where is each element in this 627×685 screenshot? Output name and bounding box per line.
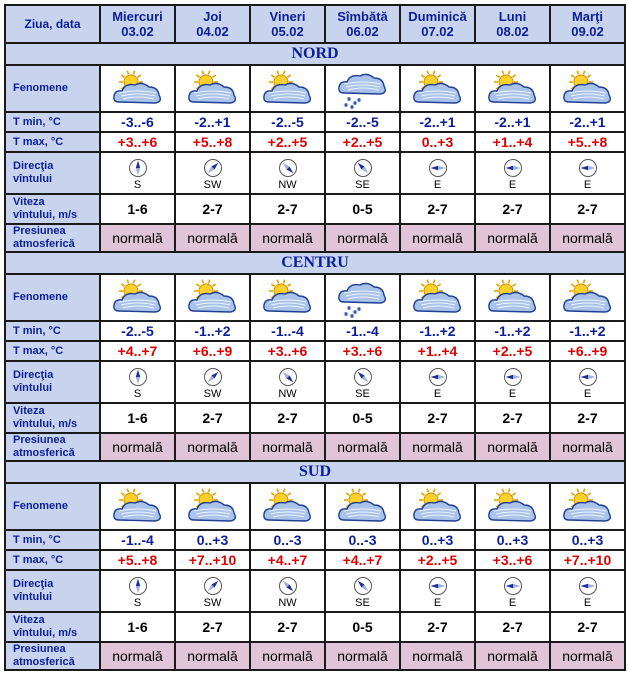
wind-direction-icon xyxy=(503,158,523,178)
phenomena-cell xyxy=(326,484,399,529)
row-label xyxy=(6,531,99,549)
row-label-text: T max, °C xyxy=(13,344,64,357)
wind-speed-cell: 2-7 xyxy=(251,404,324,432)
sun-cloud-icon xyxy=(560,69,616,109)
tmax-cell: +3..+6 xyxy=(326,342,399,360)
row-label-text: vîntului xyxy=(13,591,53,603)
row-label xyxy=(6,404,99,432)
row-label xyxy=(6,275,99,320)
pressure-row xyxy=(6,643,624,669)
wind-direction-text: E xyxy=(583,387,592,400)
row-label-text: atmosferică xyxy=(13,656,75,668)
phenomena-cell xyxy=(551,66,624,111)
row-label xyxy=(6,571,99,611)
row-label xyxy=(6,195,99,223)
row-label xyxy=(6,434,99,460)
day-header xyxy=(476,6,549,42)
day-name: Miercuri xyxy=(112,9,163,24)
row-label-text: T min, °C xyxy=(13,115,61,128)
day-header xyxy=(326,6,399,42)
day-date: 03.02 xyxy=(121,24,154,39)
row-label xyxy=(6,225,99,251)
pressure-cell: normală xyxy=(176,434,249,460)
phenomena-cell xyxy=(326,275,399,320)
tmax-cell: +2..+5 xyxy=(476,342,549,360)
wind-direction-icon xyxy=(503,367,523,387)
wind-direction-cell xyxy=(551,571,624,611)
day-header xyxy=(176,6,249,42)
wind-direction-icon xyxy=(578,576,598,596)
wind-direction-cell xyxy=(476,153,549,193)
sun-cloud-icon xyxy=(185,278,241,318)
tmin-cell: -2..+1 xyxy=(176,113,249,131)
day-date: 09.02 xyxy=(571,24,604,39)
wind-speed-cell: 1-6 xyxy=(101,404,174,432)
wind-speed-cell: 2-7 xyxy=(551,195,624,223)
wind-direction-cell xyxy=(101,153,174,193)
tmin-cell: -2..-5 xyxy=(101,322,174,340)
row-label-text: T min, °C xyxy=(13,533,61,546)
pressure-cell: normală xyxy=(251,434,324,460)
row-label-text: Presiunea xyxy=(13,643,66,655)
wind-direction-icon xyxy=(353,576,373,596)
tmin-cell: -2..+1 xyxy=(401,113,474,131)
day-header xyxy=(551,6,624,42)
region-row xyxy=(6,253,624,273)
wind-direction-icon xyxy=(128,367,148,387)
sun-cloud-icon xyxy=(485,487,541,527)
wind-speed-row xyxy=(6,613,624,641)
phenomena-cell xyxy=(476,484,549,529)
wind-direction-cell xyxy=(401,571,474,611)
header-row xyxy=(6,6,624,42)
wind-direction-icon xyxy=(428,576,448,596)
pressure-cell: normală xyxy=(551,225,624,251)
wind-direction-icon xyxy=(428,367,448,387)
sun-cloud-icon xyxy=(110,69,166,109)
tmin-row xyxy=(6,113,624,131)
tmax-cell: +5..+8 xyxy=(101,551,174,569)
wind-direction-text: SW xyxy=(203,387,222,400)
wind-direction-cell xyxy=(551,153,624,193)
pressure-cell: normală xyxy=(251,225,324,251)
day-name: Vineri xyxy=(269,9,306,24)
phenomena-cell xyxy=(401,66,474,111)
wind-direction-text: SE xyxy=(355,387,370,400)
wind-speed-cell: 2-7 xyxy=(551,613,624,641)
sun-cloud-icon xyxy=(185,69,241,109)
day-name: Luni xyxy=(498,9,527,24)
phenomena-cell xyxy=(251,484,324,529)
tmin-cell: -2..-5 xyxy=(326,113,399,131)
wind-direction-icon xyxy=(128,158,148,178)
tmin-cell: -3..-6 xyxy=(101,113,174,131)
phenomena-cell xyxy=(476,275,549,320)
wind-speed-cell: 2-7 xyxy=(176,613,249,641)
wind-direction-cell xyxy=(401,362,474,402)
wind-speed-cell: 2-7 xyxy=(176,404,249,432)
row-label-text: vîntului xyxy=(13,173,53,185)
tmax-row xyxy=(6,551,624,569)
pressure-cell: normală xyxy=(476,643,549,669)
phenomena-row xyxy=(6,66,624,111)
sun-cloud-icon xyxy=(110,278,166,318)
sun-cloud-icon xyxy=(185,487,241,527)
sun-cloud-icon xyxy=(335,487,391,527)
tmin-cell: 0..+3 xyxy=(476,531,549,549)
pressure-cell: normală xyxy=(551,643,624,669)
wind-speed-row xyxy=(6,404,624,432)
row-label-text: atmosferică xyxy=(13,238,75,250)
sun-cloud-icon xyxy=(410,278,466,318)
tmin-cell: 0..+3 xyxy=(551,531,624,549)
wind-direction-text: S xyxy=(133,178,142,191)
wind-direction-icon xyxy=(203,158,223,178)
wind-speed-row xyxy=(6,195,624,223)
wind-direction-row xyxy=(6,362,624,402)
tmin-cell: 0..+3 xyxy=(176,531,249,549)
wind-speed-cell: 2-7 xyxy=(401,404,474,432)
wind-speed-cell: 0-5 xyxy=(326,404,399,432)
sun-cloud-icon xyxy=(485,69,541,109)
row-label xyxy=(6,322,99,340)
tmax-cell: +2..+5 xyxy=(401,551,474,569)
wind-direction-text: E xyxy=(433,178,442,191)
phenomena-row xyxy=(6,484,624,529)
tmax-cell: +4..+7 xyxy=(101,342,174,360)
wind-direction-icon xyxy=(278,367,298,387)
snow-cloud-icon xyxy=(335,278,391,318)
phenomena-cell xyxy=(476,66,549,111)
day-header xyxy=(101,6,174,42)
day-date: 06.02 xyxy=(346,24,379,39)
tmin-cell: 0..+3 xyxy=(401,531,474,549)
row-label-text: Direcţia xyxy=(13,369,54,381)
row-label-text: Viteza xyxy=(13,405,45,417)
wind-direction-text: NW xyxy=(278,596,297,609)
wind-direction-text: S xyxy=(133,387,142,400)
row-label-text: vîntului, m/s xyxy=(13,627,78,639)
pressure-cell: normală xyxy=(326,434,399,460)
phenomena-cell xyxy=(251,275,324,320)
tmax-cell: +6..+9 xyxy=(551,342,624,360)
wind-direction-icon xyxy=(578,158,598,178)
pressure-cell: normală xyxy=(101,643,174,669)
day-date: 04.02 xyxy=(196,24,229,39)
tmin-cell: -1..+2 xyxy=(476,322,549,340)
forecast-container xyxy=(4,4,624,671)
row-label xyxy=(6,362,99,402)
wind-direction-text: E xyxy=(508,178,517,191)
wind-direction-icon xyxy=(503,576,523,596)
tmax-cell: +3..+6 xyxy=(251,342,324,360)
tmax-cell: +2..+5 xyxy=(326,133,399,151)
tmin-row xyxy=(6,531,624,549)
region-title: SUD xyxy=(6,462,624,482)
day-header xyxy=(401,6,474,42)
region-row xyxy=(6,462,624,482)
pressure-cell: normală xyxy=(326,643,399,669)
phenomena-cell xyxy=(176,484,249,529)
tmin-cell: -2..+1 xyxy=(476,113,549,131)
wind-speed-cell: 2-7 xyxy=(476,404,549,432)
wind-direction-text: E xyxy=(508,387,517,400)
wind-direction-cell xyxy=(326,571,399,611)
pressure-cell: normală xyxy=(251,643,324,669)
wind-direction-text: NW xyxy=(278,178,297,191)
row-label xyxy=(6,551,99,569)
wind-speed-cell: 2-7 xyxy=(476,613,549,641)
wind-direction-cell xyxy=(176,571,249,611)
wind-direction-text: E xyxy=(508,596,517,609)
wind-direction-icon xyxy=(278,576,298,596)
wind-speed-cell: 0-5 xyxy=(326,613,399,641)
sun-cloud-icon xyxy=(485,278,541,318)
wind-speed-cell: 2-7 xyxy=(251,195,324,223)
wind-direction-icon xyxy=(353,367,373,387)
wind-direction-text: SW xyxy=(203,178,222,191)
pressure-row xyxy=(6,225,624,251)
wind-direction-icon xyxy=(203,576,223,596)
tmin-cell: -2..+1 xyxy=(551,113,624,131)
row-label-text: T max, °C xyxy=(13,135,64,148)
tmin-cell: -1..+2 xyxy=(176,322,249,340)
wind-direction-cell xyxy=(476,362,549,402)
row-label-text: T max, °C xyxy=(13,553,64,566)
row-label-text: vîntului xyxy=(13,382,53,394)
sun-cloud-icon xyxy=(560,278,616,318)
wind-speed-cell: 2-7 xyxy=(176,195,249,223)
tmin-cell: -1..+2 xyxy=(551,322,624,340)
phenomena-cell xyxy=(251,66,324,111)
tmax-cell: +2..+5 xyxy=(251,133,324,151)
forecast-table-body xyxy=(6,6,624,669)
sun-cloud-icon xyxy=(260,487,316,527)
row-label-text: T min, °C xyxy=(13,324,61,337)
pressure-cell: normală xyxy=(101,434,174,460)
region-title: CENTRU xyxy=(6,253,624,273)
wind-direction-cell xyxy=(251,571,324,611)
tmax-cell: +7..+10 xyxy=(551,551,624,569)
wind-speed-cell: 2-7 xyxy=(476,195,549,223)
phenomena-cell xyxy=(101,484,174,529)
sun-cloud-icon xyxy=(410,487,466,527)
row-label-text: Fenomene xyxy=(13,291,69,303)
phenomena-cell xyxy=(176,275,249,320)
wind-speed-cell: 1-6 xyxy=(101,195,174,223)
tmin-cell: -1..-4 xyxy=(101,531,174,549)
wind-direction-text: SE xyxy=(355,178,370,191)
snow-cloud-icon xyxy=(335,69,391,109)
tmax-cell: +3..+6 xyxy=(476,551,549,569)
pressure-row xyxy=(6,434,624,460)
row-label-text: Presiunea xyxy=(13,225,66,237)
region-title: NORD xyxy=(6,44,624,64)
wind-direction-text: SE xyxy=(355,596,370,609)
wind-direction-cell xyxy=(101,362,174,402)
tmax-cell: +1..+4 xyxy=(401,342,474,360)
wind-direction-cell xyxy=(176,153,249,193)
row-label-text: Presiunea xyxy=(13,434,66,446)
wind-speed-cell: 1-6 xyxy=(101,613,174,641)
row-label xyxy=(6,342,99,360)
phenomena-row xyxy=(6,275,624,320)
tmax-cell: +7..+10 xyxy=(176,551,249,569)
pressure-cell: normală xyxy=(401,643,474,669)
row-label xyxy=(6,643,99,669)
day-name: Sîmbătă xyxy=(337,9,388,24)
wind-direction-cell xyxy=(251,362,324,402)
wind-direction-cell xyxy=(101,571,174,611)
wind-direction-cell xyxy=(476,571,549,611)
phenomena-cell xyxy=(401,275,474,320)
tmax-cell: +4..+7 xyxy=(326,551,399,569)
wind-direction-cell xyxy=(176,362,249,402)
wind-speed-cell: 2-7 xyxy=(251,613,324,641)
day-name: Joi xyxy=(203,9,222,24)
phenomena-cell xyxy=(551,275,624,320)
row-label-text: Viteza xyxy=(13,196,45,208)
row-label-text: Viteza xyxy=(13,614,45,626)
row-label-text: Direcţia xyxy=(13,160,54,172)
tmax-cell: +3..+6 xyxy=(101,133,174,151)
tmin-cell: 0..-3 xyxy=(251,531,324,549)
wind-direction-icon xyxy=(428,158,448,178)
forecast-table xyxy=(4,4,626,671)
tmax-cell: 0..+3 xyxy=(401,133,474,151)
wind-direction-cell xyxy=(326,362,399,402)
pressure-cell: normală xyxy=(401,225,474,251)
wind-direction-text: E xyxy=(433,387,442,400)
row-label-text: atmosferică xyxy=(13,447,75,459)
tmin-cell: -1..-4 xyxy=(326,322,399,340)
wind-direction-cell xyxy=(251,153,324,193)
row-label-text: Direcţia xyxy=(13,578,54,590)
pressure-cell: normală xyxy=(476,225,549,251)
tmin-cell: -2..-5 xyxy=(251,113,324,131)
wind-direction-cell xyxy=(326,153,399,193)
wind-direction-text: S xyxy=(133,596,142,609)
wind-direction-icon xyxy=(278,158,298,178)
row-label xyxy=(6,613,99,641)
pressure-cell: normală xyxy=(326,225,399,251)
row-label-text: vîntului, m/s xyxy=(13,418,78,430)
wind-direction-row xyxy=(6,571,624,611)
day-header xyxy=(251,6,324,42)
wind-speed-cell: 2-7 xyxy=(401,613,474,641)
wind-direction-icon xyxy=(578,367,598,387)
phenomena-cell xyxy=(176,66,249,111)
tmin-row xyxy=(6,322,624,340)
day-name: Duminică xyxy=(408,9,467,24)
wind-speed-cell: 2-7 xyxy=(551,404,624,432)
tmax-row xyxy=(6,342,624,360)
tmin-cell: -1..+2 xyxy=(401,322,474,340)
header-label: Ziua, data xyxy=(6,6,99,42)
wind-speed-cell: 2-7 xyxy=(401,195,474,223)
wind-direction-cell xyxy=(551,362,624,402)
tmax-cell: +4..+7 xyxy=(251,551,324,569)
wind-direction-icon xyxy=(128,576,148,596)
sun-cloud-icon xyxy=(260,278,316,318)
tmax-cell: +1..+4 xyxy=(476,133,549,151)
wind-direction-row xyxy=(6,153,624,193)
phenomena-cell xyxy=(101,66,174,111)
tmax-cell: +6..+9 xyxy=(176,342,249,360)
row-label-text: Fenomene xyxy=(13,82,69,94)
pressure-cell: normală xyxy=(401,434,474,460)
row-label xyxy=(6,484,99,529)
wind-direction-text: NW xyxy=(278,387,297,400)
row-label xyxy=(6,66,99,111)
wind-direction-text: SW xyxy=(203,596,222,609)
wind-direction-cell xyxy=(401,153,474,193)
day-name: Marţi xyxy=(571,9,604,24)
row-label xyxy=(6,153,99,193)
pressure-cell: normală xyxy=(176,225,249,251)
pressure-cell: normală xyxy=(476,434,549,460)
sun-cloud-icon xyxy=(260,69,316,109)
day-date: 07.02 xyxy=(421,24,454,39)
pressure-cell: normală xyxy=(176,643,249,669)
sun-cloud-icon xyxy=(560,487,616,527)
pressure-cell: normală xyxy=(101,225,174,251)
tmin-cell: 0..-3 xyxy=(326,531,399,549)
row-label-text: vîntului, m/s xyxy=(13,209,78,221)
tmin-cell: -1..-4 xyxy=(251,322,324,340)
region-row xyxy=(6,44,624,64)
wind-direction-icon xyxy=(353,158,373,178)
wind-direction-text: E xyxy=(583,596,592,609)
phenomena-cell xyxy=(101,275,174,320)
row-label-text: Fenomene xyxy=(13,500,69,512)
row-label xyxy=(6,133,99,151)
phenomena-cell xyxy=(326,66,399,111)
day-date: 08.02 xyxy=(496,24,529,39)
phenomena-cell xyxy=(551,484,624,529)
sun-cloud-icon xyxy=(110,487,166,527)
phenomena-cell xyxy=(401,484,474,529)
wind-direction-icon xyxy=(203,367,223,387)
wind-direction-text: E xyxy=(583,178,592,191)
tmax-cell: +5..+8 xyxy=(176,133,249,151)
tmax-cell: +5..+8 xyxy=(551,133,624,151)
sun-cloud-icon xyxy=(410,69,466,109)
row-label xyxy=(6,113,99,131)
tmax-row xyxy=(6,133,624,151)
pressure-cell: normală xyxy=(551,434,624,460)
wind-direction-text: E xyxy=(433,596,442,609)
wind-speed-cell: 0-5 xyxy=(326,195,399,223)
day-date: 05.02 xyxy=(271,24,304,39)
